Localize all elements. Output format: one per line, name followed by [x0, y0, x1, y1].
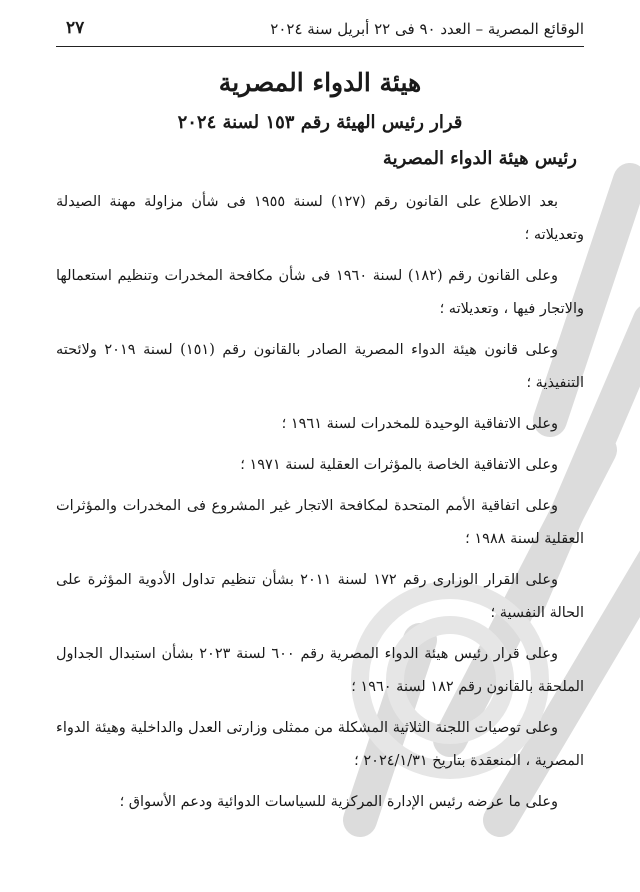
page-title: هيئة الدواء المصرية [218, 68, 422, 97]
running-header [56, 16, 584, 47]
paragraph: بعد الاطلاع على القانون رقم (١٢٧) لسنة ١٩٥٥ فى شأن مزاولة مهنة الصيدلة وتعديلاته ؛ [56, 194, 584, 243]
paragraph: وعلى ما عرضه رئيس الإدارة المركزية للسياسات الدوائية ودعم الأسواق ؛ [119, 794, 558, 810]
paragraph: وعلى القانون رقم (١٨٢) لسنة ١٩٦٠ فى شأن مكافحة المخدرات وتنظيم استعمالها والاتجار فيها ، وتعديلاته ؛ [56, 268, 584, 317]
decision-title: قرار رئيس الهيئة رقم ١٥٣ لسنة ٢٠٢٤ [177, 112, 463, 133]
paragraph: وعلى قانون هيئة الدواء المصرية الصادر بالقانون رقم (١٥١) لسنة ٢٠١٩ ولائحته التنفيذية ؛ [56, 342, 584, 391]
paragraph: وعلى القرار الوزارى رقم ١٧٢ لسنة ٢٠١١ بشأن تنظيم تداول الأدوية المؤثرة على الحالة النفسية ؛ [56, 572, 584, 621]
page-number: ٢٧ [66, 18, 85, 38]
paragraph: وعلى الاتفاقية الخاصة بالمؤثرات العقلية لسنة ١٩٧١ ؛ [240, 457, 558, 473]
paragraph: وعلى الاتفاقية الوحيدة للمخدرات لسنة ١٩٦١ ؛ [281, 416, 558, 432]
paragraph: وعلى اتفاقية الأمم المتحدة لمكافحة الاتجار غير المشروع فى المخدرات والمؤثرات العقلية لسنة ١٩٨٨ ؛ [56, 498, 584, 547]
running-title: الوقائع المصرية – العدد ٩٠ فى ٢٢ أبريل سنة ٢٠٢٤ [270, 20, 584, 38]
paragraph: وعلى توصيات اللجنة الثلاثية المشكلة من ممثلى وزارتى العدل والداخلية وهيئة الدواء المصرية ، المنعقدة بتاريخ ٢٠٢٤/١/٣١ ؛ [56, 720, 584, 769]
document-body [56, 186, 584, 827]
decision-author: رئيس هيئة الدواء المصرية [382, 148, 577, 169]
paragraph: وعلى قرار رئيس هيئة الدواء المصرية رقم ٦٠٠ لسنة ٢٠٢٣ بشأن استبدال الجداول الملحقة بالقانون رقم ١٨٢ لسنة ١٩٦٠ ؛ [56, 646, 584, 695]
